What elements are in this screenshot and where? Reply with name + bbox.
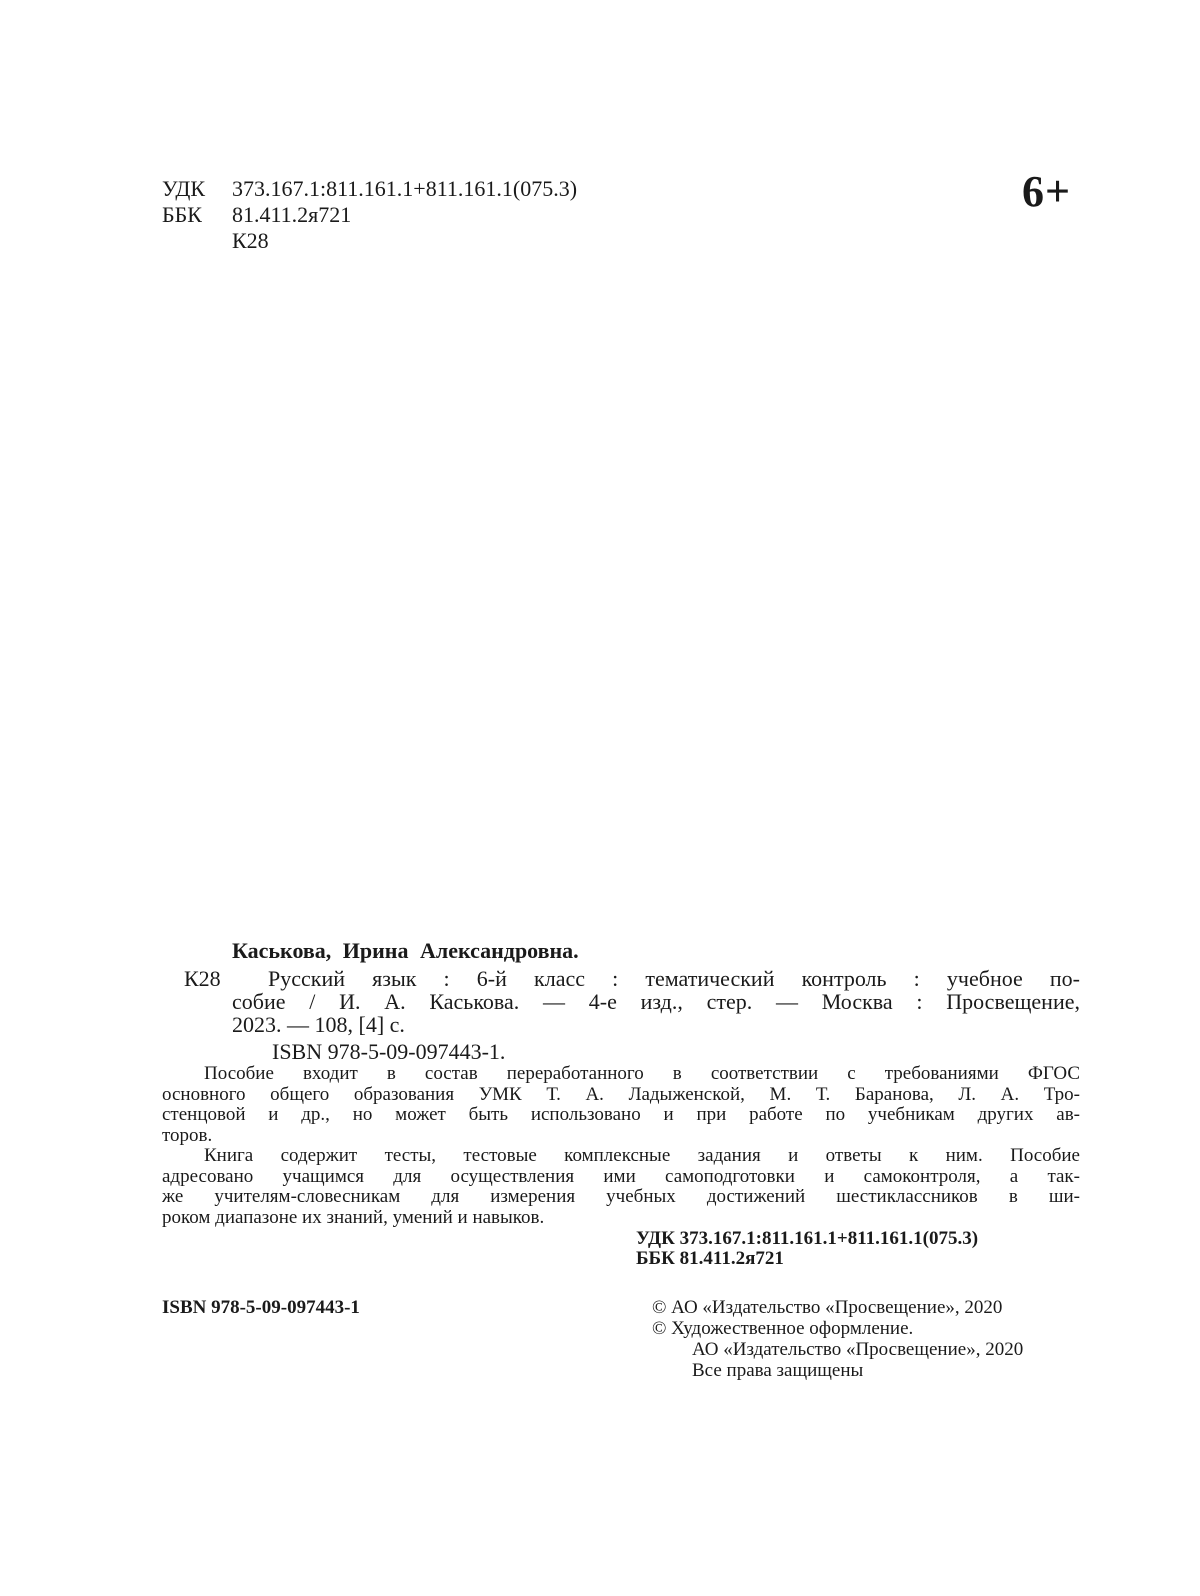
description-line: собие / И. А. Каськова. — 4-е изд., стер. — Москва : Просвещение, [232,989,1080,1014]
bibliographic-description [232,967,1080,1036]
copyright-line: © Художественное оформление. [652,1318,914,1339]
annotation-line: же учителям-словесникам для измерения учебных достижений шестиклассников в ши- [162,1186,1080,1207]
bbk-value: 81.411.2я721 [232,202,352,227]
description-line: 2023. — 108, [4] с. [232,1012,405,1037]
annotation-line: торов. [162,1124,213,1146]
udk-label: УДК [162,176,206,201]
copyright-line: © АО «Издательство «Просвещение», 2020 [652,1297,1003,1318]
udk-code-bottom: УДК 373.167.1:811.161.1+811.161.1(075.3) [636,1228,979,1249]
annotation-paragraph-1 [162,1064,1080,1146]
isbn-footer: ISBN 978-5-09-097443-1 [162,1297,360,1318]
annotation-line: стенцовой и др., но может быть использовано и при работе по учебникам других ав- [162,1104,1080,1125]
bbk-code-bottom: ББК 81.411.2я721 [636,1248,784,1269]
annotation-line: роком диапазоне их знаний, умений и навыков. [162,1206,545,1228]
copyright-line: АО «Издательство «Просвещение», 2020 [692,1339,1024,1360]
annotation-line: Пособие входит в состав переработанного в соответствии с требованиями ФГОС [204,1063,1080,1084]
annotation-line: основного общего образования УМК Т. А. Ладыженской, М. Т. Баранова, Л. А. Тро- [162,1083,1080,1105]
annotation-paragraph-2 [162,1146,1080,1228]
author-mark-card: К28 [184,966,221,991]
isbn-line: ISBN 978-5-09-097443-1. [272,1039,506,1064]
description-line: Русский язык : 6-й класс : тематический контроль : учебное по- [268,966,1080,991]
copyright-line: Все права защищены [692,1360,864,1381]
annotation-line: Книга содержит тесты, тестовые комплексные задания и ответы к ним. Пособие [204,1145,1080,1166]
author-mark-top: К28 [232,228,269,253]
udk-value: 373.167.1:811.161.1+811.161.1(075.3) [232,176,578,201]
age-rating: 6+ [1022,167,1072,216]
bbk-label: ББК [162,202,202,227]
annotation-line: адресовано учащимся для осуществления ими самоподготовки и самоконтроля, а так- [162,1165,1080,1187]
author-name: Каськова, Ирина Александровна. [232,938,579,963]
